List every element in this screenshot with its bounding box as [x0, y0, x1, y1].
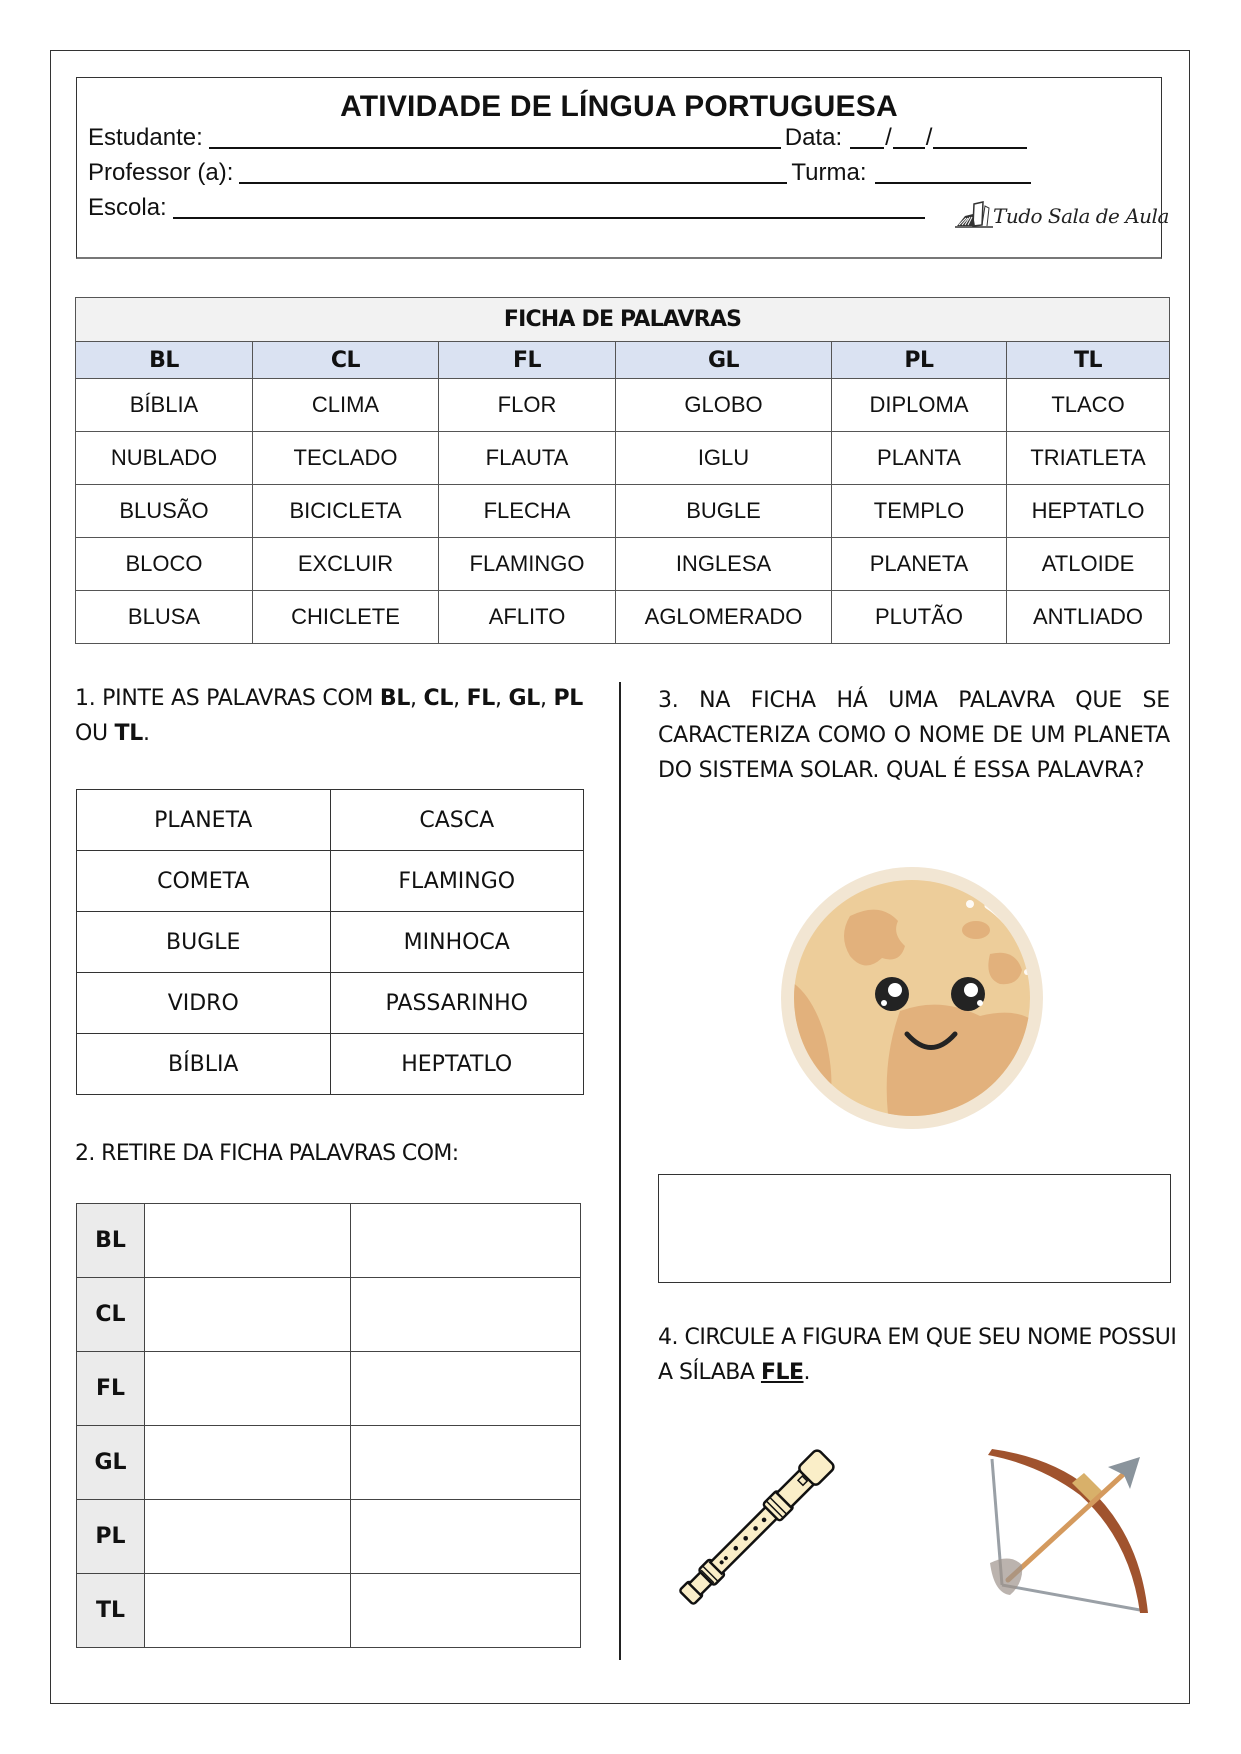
q1-sep: , — [495, 686, 509, 711]
table-row — [77, 973, 584, 1034]
q1-sep: , — [539, 686, 554, 711]
table-row — [77, 1574, 581, 1648]
answer-box[interactable] — [658, 1174, 1171, 1283]
word-cell: PLANTA — [832, 432, 1007, 485]
column-header-fl: FL — [439, 342, 616, 379]
question-4-text — [658, 1320, 1178, 1390]
answer-cell[interactable] — [145, 1278, 351, 1352]
question-2-text: 2. RETIRE DA FICHA PALAVRAS COM: — [75, 1141, 459, 1166]
table-row — [77, 1500, 581, 1574]
answer-cell[interactable] — [351, 1426, 581, 1500]
word-cell: FLOR — [439, 379, 616, 432]
word-cell[interactable]: MINHOCA — [330, 912, 584, 973]
word-cell: CLIMA — [253, 379, 439, 432]
ficha-title: FICHA DE PALAVRAS — [76, 298, 1170, 342]
q1-syllable: PL — [553, 686, 583, 711]
q1-sep: . — [142, 721, 150, 746]
ficha-header-row — [76, 342, 1170, 379]
word-cell: BÍBLIA — [76, 379, 253, 432]
logo-text: Tudo Sala de Aula — [993, 204, 1169, 228]
row-label: PL — [77, 1500, 145, 1574]
flute-icon[interactable] — [655, 1425, 860, 1630]
word-cell: PLANETA — [832, 538, 1007, 591]
column-header-tl: TL — [1007, 342, 1170, 379]
answer-cell[interactable] — [145, 1574, 351, 1648]
word-cell: CHICLETE — [253, 591, 439, 644]
student-row — [88, 124, 1027, 152]
word-cell[interactable]: BÍBLIA — [77, 1034, 331, 1095]
answer-cell[interactable] — [145, 1426, 351, 1500]
question-1-table — [76, 789, 584, 1095]
word-cell: EXCLUIR — [253, 538, 439, 591]
word-cell[interactable]: CASCA — [330, 790, 584, 851]
teacher-label: Professor (a): — [88, 159, 234, 186]
answer-cell[interactable] — [145, 1204, 351, 1278]
table-row — [77, 1278, 581, 1352]
word-cell: INGLESA — [616, 538, 832, 591]
word-cell: NUBLADO — [76, 432, 253, 485]
class-label: Turma: — [791, 159, 867, 186]
student-field[interactable] — [209, 125, 781, 149]
row-label: CL — [77, 1278, 145, 1352]
word-cell: AGLOMERADO — [616, 591, 832, 644]
school-row — [88, 194, 929, 222]
planet-icon — [780, 866, 1044, 1130]
table-row — [76, 432, 1170, 485]
date-year-field[interactable] — [933, 127, 1027, 149]
word-cell: FLAUTA — [439, 432, 616, 485]
word-cell: BICICLETA — [253, 485, 439, 538]
table-row — [76, 538, 1170, 591]
bow-and-arrow-icon[interactable] — [980, 1445, 1160, 1625]
q1-syllable: BL — [379, 686, 411, 711]
word-cell: DIPLOMA — [832, 379, 1007, 432]
row-label: FL — [77, 1352, 145, 1426]
table-row — [76, 485, 1170, 538]
word-cell[interactable]: COMETA — [77, 851, 331, 912]
column-header-gl: GL — [616, 342, 832, 379]
date-separator: / — [925, 124, 933, 151]
answer-cell[interactable] — [351, 1352, 581, 1426]
question-2-table — [76, 1203, 581, 1648]
answer-cell[interactable] — [145, 1352, 351, 1426]
word-cell: IGLU — [616, 432, 832, 485]
word-cell[interactable]: FLAMINGO — [330, 851, 584, 912]
word-cell[interactable]: VIDRO — [77, 973, 331, 1034]
q4-suffix: . — [803, 1360, 811, 1385]
word-cell: FLAMINGO — [439, 538, 616, 591]
answer-cell[interactable] — [351, 1278, 581, 1352]
date-day-field[interactable] — [850, 127, 884, 149]
row-label: TL — [77, 1574, 145, 1648]
school-label: Escola: — [88, 194, 167, 221]
table-row — [77, 1426, 581, 1500]
q1-syllable: TL — [114, 721, 143, 746]
table-row — [77, 912, 584, 973]
school-field[interactable] — [173, 195, 925, 219]
answer-cell[interactable] — [145, 1500, 351, 1574]
word-cell: TLACO — [1007, 379, 1170, 432]
table-row — [77, 1352, 581, 1426]
column-header-cl: CL — [253, 342, 439, 379]
q1-syllable: FL — [466, 686, 496, 711]
answer-cell[interactable] — [351, 1574, 581, 1648]
answer-cell[interactable] — [351, 1500, 581, 1574]
ficha-table — [75, 297, 1170, 644]
answer-cell[interactable] — [351, 1204, 581, 1278]
q1-sep: , — [453, 686, 467, 711]
word-cell: GLOBO — [616, 379, 832, 432]
word-cell: BLOCO — [76, 538, 253, 591]
word-cell: TEMPLO — [832, 485, 1007, 538]
q1-sep: OU — [75, 721, 115, 746]
word-cell: TECLADO — [253, 432, 439, 485]
column-divider — [619, 682, 621, 1660]
q4-prefix: 4. CIRCULE A FIGURA EM QUE SEU NOME POSSUI A SÍLABA — [658, 1325, 1177, 1385]
word-cell: AFLITO — [439, 591, 616, 644]
question-3-text: 3. NA FICHA HÁ UMA PALAVRA QUE SE CARACTERIZA COMO O NOME DE UM PLANETA DO SISTEMA SOLAR. QUAL É ESSA PALAVRA? — [658, 688, 1170, 783]
book-icon — [955, 200, 993, 228]
date-separator: / — [885, 124, 892, 151]
word-cell[interactable]: HEPTATLO — [330, 1034, 584, 1095]
word-cell: TRIATLETA — [1007, 432, 1170, 485]
word-cell: BLUSÃO — [76, 485, 253, 538]
word-cell[interactable]: PLANETA — [77, 790, 331, 851]
q1-prefix: 1. PINTE AS PALAVRAS COM — [75, 686, 380, 711]
word-cell: BLUSA — [76, 591, 253, 644]
column-header-pl: PL — [832, 342, 1007, 379]
q1-syllable: GL — [508, 686, 540, 711]
table-row — [76, 379, 1170, 432]
word-cell[interactable]: PASSARINHO — [330, 973, 584, 1034]
date-label: Data: — [784, 124, 843, 151]
table-row — [77, 1204, 581, 1278]
column-header-bl: BL — [76, 342, 253, 379]
word-cell: PLUTÃO — [832, 591, 1007, 644]
word-cell: FLECHA — [439, 485, 616, 538]
table-row — [77, 790, 584, 851]
word-cell: ATLOIDE — [1007, 538, 1170, 591]
table-row — [77, 1034, 584, 1095]
logo — [955, 200, 1169, 228]
word-cell[interactable]: BUGLE — [77, 912, 331, 973]
teacher-row — [88, 159, 1031, 187]
table-row — [76, 591, 1170, 644]
table-row — [77, 851, 584, 912]
page-title: ATIVIDADE DE LÍNGUA PORTUGUESA — [340, 90, 898, 123]
word-cell: HEPTATLO — [1007, 485, 1170, 538]
date-month-field[interactable] — [893, 127, 925, 149]
word-cell: BUGLE — [616, 485, 832, 538]
q1-sep: , — [410, 686, 424, 711]
word-cell: ANTLIADO — [1007, 591, 1170, 644]
q4-highlight-syllable: FLE — [760, 1360, 804, 1385]
row-label: BL — [77, 1204, 145, 1278]
q1-syllable: CL — [423, 686, 454, 711]
row-label: GL — [77, 1426, 145, 1500]
student-label: Estudante: — [88, 124, 203, 151]
teacher-field[interactable] — [239, 160, 787, 184]
question-1-text — [75, 681, 583, 751]
class-field[interactable] — [875, 162, 1031, 184]
